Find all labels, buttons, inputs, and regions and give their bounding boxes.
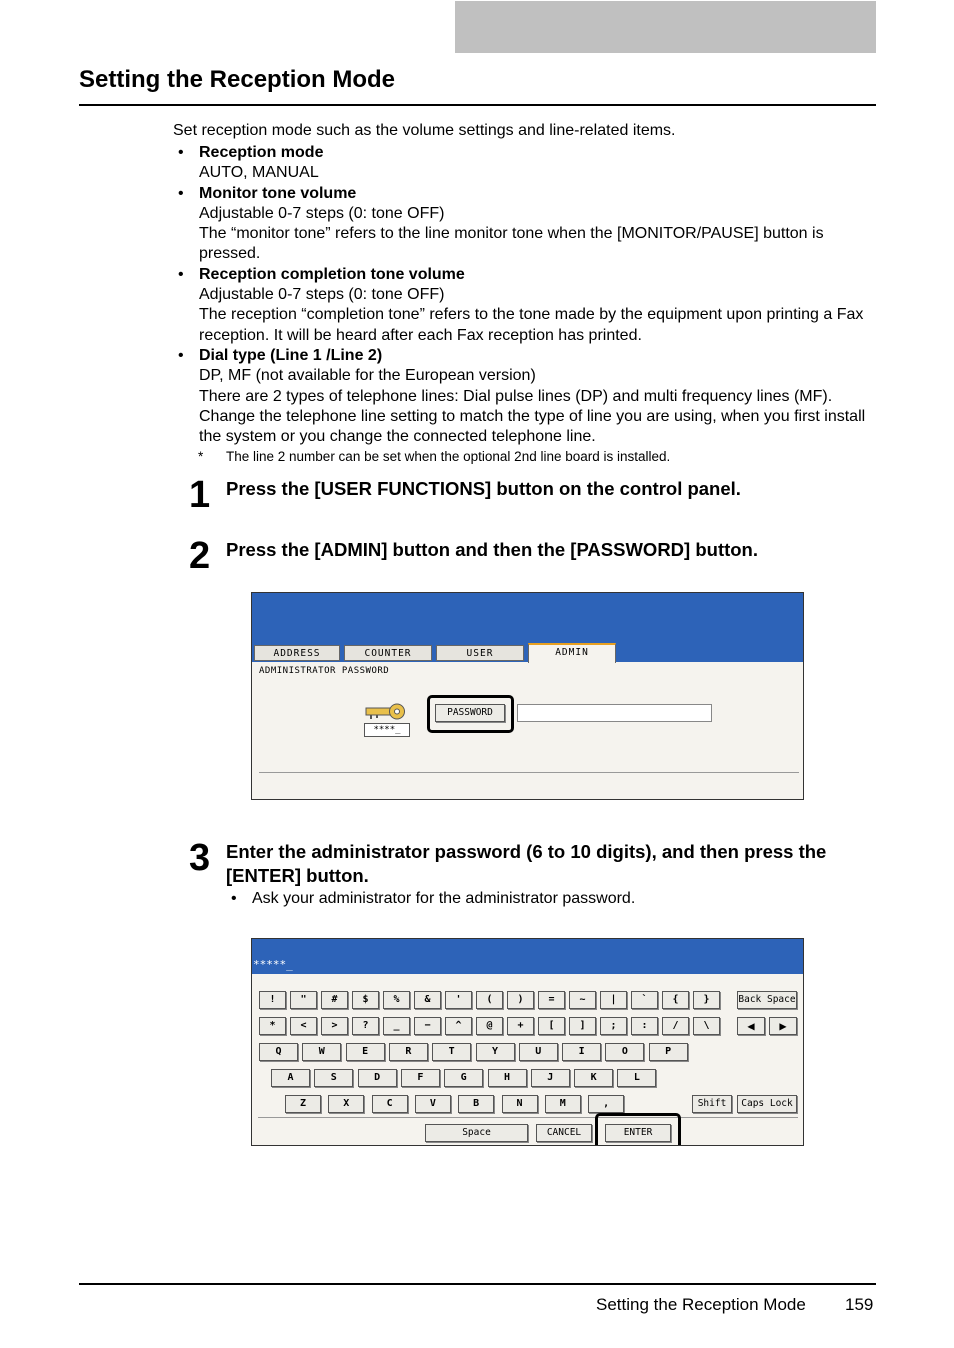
keyboard-key[interactable]: Y <box>476 1043 515 1061</box>
keyboard-key[interactable]: M <box>545 1095 581 1113</box>
keyboard-key[interactable]: N <box>502 1095 538 1113</box>
keyboard-key[interactable]: % <box>383 991 410 1009</box>
admin-password-screen <box>251 592 804 800</box>
list-item: • Reception mode AUTO, MANUAL <box>178 143 868 184</box>
keyboard-key[interactable]: : <box>631 1017 658 1035</box>
item-head: Dial type (Line 1 /Line 2) <box>199 346 383 364</box>
keyboard-key[interactable]: > <box>321 1017 348 1035</box>
keyboard-key[interactable]: ` <box>631 991 658 1009</box>
keyboard-key[interactable]: ~ <box>569 991 596 1009</box>
item-head: Reception mode <box>199 144 324 161</box>
keyboard-key[interactable]: R <box>389 1043 428 1061</box>
tab-address[interactable]: ADDRESS <box>254 645 340 661</box>
settings-list <box>178 143 868 467</box>
keyboard-key[interactable]: X <box>328 1095 364 1113</box>
footnote <box>178 447 868 467</box>
keyboard-key[interactable]: ] <box>569 1017 596 1035</box>
left-arrow-key[interactable]: ◀ <box>737 1017 765 1035</box>
footnote-text: The line 2 number can be set when the optional 2nd line board is installed. <box>226 449 671 465</box>
admin-password-label: ADMINISTRATOR PASSWORD <box>259 666 390 676</box>
keyboard-key[interactable]: # <box>321 991 348 1009</box>
footer-title: Setting the Reception Mode <box>596 1295 806 1314</box>
step-text: Press the [ADMIN] button and then the [PASSWORD] button. <box>226 539 759 560</box>
masked-password: ****_ <box>364 723 410 737</box>
keyboard-key[interactable]: P <box>649 1043 688 1061</box>
keyboard-key[interactable]: ) <box>507 991 534 1009</box>
keyboard-key[interactable]: Q <box>259 1043 298 1061</box>
tab-user[interactable]: USER <box>436 645 524 661</box>
key-icon <box>365 703 407 721</box>
keyboard-key[interactable]: ! <box>259 991 286 1009</box>
keyboard-key[interactable]: ? <box>352 1017 379 1035</box>
footnote-star: * <box>198 449 204 465</box>
keyboard-key[interactable]: C <box>372 1095 408 1113</box>
screen-divider <box>259 772 799 773</box>
keyboard-key[interactable]: E <box>346 1043 385 1061</box>
keyboard-key[interactable]: G <box>444 1069 483 1087</box>
keyboard-key[interactable]: V <box>415 1095 451 1113</box>
right-arrow-key[interactable]: ▶ <box>769 1017 797 1035</box>
page-number: 159 <box>845 1295 874 1314</box>
keyboard-key[interactable]: K <box>574 1069 613 1087</box>
header-bar <box>455 1 876 53</box>
keyboard-key[interactable]: J <box>531 1069 570 1087</box>
keyboard-key[interactable]: < <box>290 1017 317 1035</box>
caps-lock-key[interactable]: Caps Lock <box>737 1095 797 1113</box>
step-text: Press the [USER FUNCTIONS] button on the control panel. <box>226 478 741 499</box>
list-item: • Dial type (Line 1 /Line 2) DP, MF (not available for the European version) There are 2 types of telephone lines: Dial pulse lines (DP) and multi frequency lines (MF). Change the telephone line setting to match the type of line you are using, when you first install the system or you change the connected telephone line. <box>178 346 868 447</box>
keyboard-key[interactable]: $ <box>352 991 379 1009</box>
keyboard-key[interactable]: ; <box>600 1017 627 1035</box>
keyboard-key[interactable]: + <box>507 1017 534 1035</box>
keyboard-key[interactable]: H <box>488 1069 527 1087</box>
footer-rule <box>79 1283 876 1285</box>
item-line: Adjustable 0-7 steps (0: tone OFF) <box>199 204 445 222</box>
keyboard-key[interactable]: @ <box>476 1017 503 1035</box>
keyboard-key[interactable]: B <box>458 1095 494 1113</box>
step-bullet: Ask your administrator for the administrator password. <box>252 890 636 907</box>
keyboard-key[interactable]: , <box>588 1095 624 1113</box>
keyboard-key[interactable]: = <box>538 991 565 1009</box>
keyboard-key[interactable]: & <box>414 991 441 1009</box>
keyboard-key[interactable]: O <box>605 1043 644 1061</box>
keyboard-key[interactable]: [ <box>538 1017 565 1035</box>
tab-admin[interactable]: ADMIN <box>528 643 616 663</box>
keyboard-key[interactable]: ^ <box>445 1017 472 1035</box>
intro-text: Set reception mode such as the volume settings and line-related items. <box>173 122 676 139</box>
keyboard-key[interactable]: " <box>290 991 317 1009</box>
password-button[interactable]: PASSWORD <box>435 704 505 722</box>
step-text: Enter the administrator password (6 to 10 digits), and then press the [ENTER] button. <box>226 841 827 886</box>
step-number: 1 <box>189 474 210 516</box>
keyboard-key[interactable]: W <box>302 1043 341 1061</box>
list-item: • Reception completion tone volume Adjustable 0-7 steps (0: tone OFF) The reception “completion tone” refers to the tone made by the equipment upon printing a Fax reception. It will be heard after each Fax reception has printed. <box>178 265 868 346</box>
keyboard-key[interactable]: } <box>693 991 720 1009</box>
keyboard-key[interactable]: _ <box>383 1017 410 1035</box>
screen-divider <box>258 1117 798 1118</box>
keyboard-screen <box>251 938 804 1146</box>
keyboard-key[interactable]: − <box>414 1017 441 1035</box>
item-line: Adjustable 0-7 steps (0: tone OFF) <box>199 286 445 304</box>
item-line: There are 2 types of telephone lines: Dial pulse lines (DP) and multi frequency lines (MF). Change the telephone line setting to match the type of line you are using, when you first install the system or you change the connected telephone line. <box>199 387 866 446</box>
item-head: Reception completion tone volume <box>199 265 465 283</box>
keyboard-key[interactable]: | <box>600 991 627 1009</box>
list-item: • Monitor tone volume Adjustable 0-7 steps (0: tone OFF) The “monitor tone” refers to the line monitor tone when the [MONITOR/PAUSE] button is pressed. <box>178 184 868 265</box>
keyboard-key[interactable]: I <box>562 1043 601 1061</box>
item-line: AUTO, MANUAL <box>199 164 319 182</box>
screen-header <box>252 939 803 974</box>
item-head: Monitor tone volume <box>199 184 357 202</box>
keyboard-key[interactable]: L <box>617 1069 656 1087</box>
keyboard-key[interactable]: Z <box>285 1095 321 1113</box>
title-rule <box>79 104 876 106</box>
step-number: 2 <box>189 535 210 577</box>
keyboard-key[interactable]: / <box>662 1017 689 1035</box>
password-field[interactable] <box>517 704 712 722</box>
keyboard-key[interactable]: \ <box>693 1017 720 1035</box>
section-title: Setting the Reception Mode <box>79 66 396 93</box>
cancel-key[interactable]: CANCEL <box>536 1124 592 1142</box>
keyboard-key[interactable]: T <box>432 1043 471 1061</box>
keyboard-key[interactable]: ' <box>445 991 472 1009</box>
item-line: The reception “completion tone” refers to the tone made by the equipment upon printing a Fax reception. It will be heard after each Fax reception has printed. <box>199 306 864 344</box>
keyboard-key[interactable]: F <box>401 1069 440 1087</box>
keyboard-key[interactable]: D <box>358 1069 397 1087</box>
keyboard-key[interactable]: ( <box>476 991 503 1009</box>
shift-key[interactable]: Shift <box>692 1095 732 1113</box>
keyboard-key[interactable]: A <box>271 1069 310 1087</box>
keyboard-key[interactable]: U <box>519 1043 558 1061</box>
item-line: DP, MF (not available for the European version) <box>199 367 536 385</box>
keyboard-key[interactable]: { <box>662 991 689 1009</box>
password-entry-display: *****_ <box>253 958 293 971</box>
space-key[interactable]: Space <box>425 1124 528 1142</box>
keyboard-key[interactable]: S <box>314 1069 353 1087</box>
tab-counter[interactable]: COUNTER <box>344 645 432 661</box>
item-line: The “monitor tone” refers to the line monitor tone when the [MONITOR/PAUSE] button is pressed. <box>199 225 824 263</box>
enter-key[interactable]: ENTER <box>605 1124 671 1142</box>
keyboard-key[interactable]: * <box>259 1017 286 1035</box>
backspace-key[interactable]: Back Space <box>737 991 797 1009</box>
step-number: 3 <box>189 837 210 879</box>
